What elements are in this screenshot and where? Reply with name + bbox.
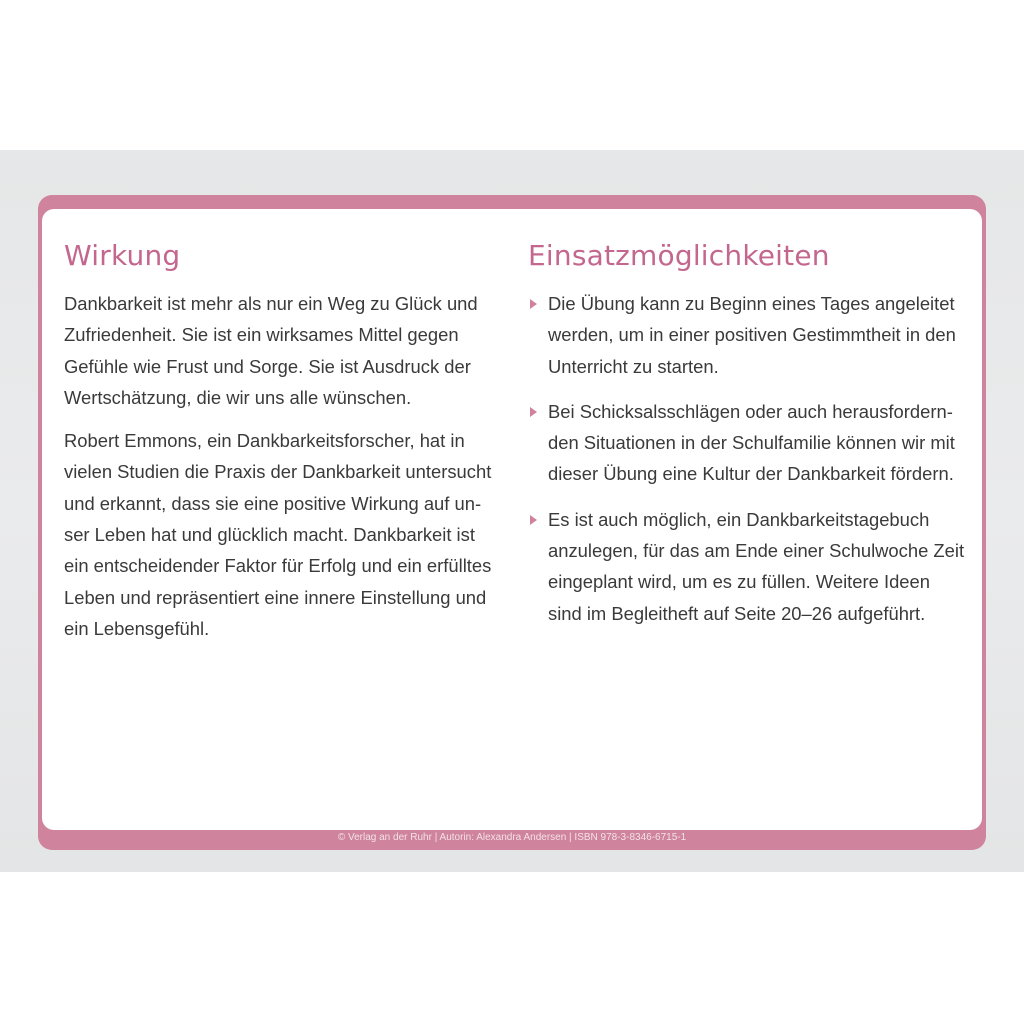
list-item xyxy=(528,504,968,629)
info-card xyxy=(38,195,986,850)
section-heading-einsatz: Einsatzmöglichkeiten xyxy=(528,239,830,272)
column-einsatzmoeglichkeiten xyxy=(528,239,968,643)
list-item-text: Es ist auch möglich, ein Dankbarkeitstagebuch anzulegen, für das am Ende einer Schulwoche Zeit eingeplant wird, um es zu füllen. Weitere Ideen sind im Begleitheft auf Seite 20–26 aufgeführt. xyxy=(548,508,965,624)
triangle-bullet-icon xyxy=(530,299,537,309)
triangle-bullet-icon xyxy=(530,407,537,417)
card-content xyxy=(42,209,982,830)
list-item xyxy=(528,288,968,382)
footer-credits: © Verlag an der Ruhr | Autorin: Alexandra Andersen | ISBN 978-3-8346-6715-1 xyxy=(337,832,687,843)
paragraph: Robert Emmons, ein Dankbarkeitsforscher, hat in vielen Studien die Praxis der Dankbarkeit untersucht und erkannt, dass sie eine positive Wirkung auf un-ser Leben hat und glücklich macht. Dankbarkeit ist ein entscheidender Faktor für Erfolg und ein erfülltes Leben und repräsentiert eine innere Einstellung und ein Lebensgefühl. xyxy=(64,430,492,639)
list-item-text: Die Übung kann zu Beginn eines Tages angeleitet werden, um in einer positiven Gestimmtheit in den Unterricht zu starten. xyxy=(548,293,956,377)
paragraph: Dankbarkeit ist mehr als nur ein Weg zu Glück und Zufriedenheit. Sie ist ein wirksames Mittel gegen Gefühle wie Frust und Sorge. Sie ist Ausdruck der Wertschätzung, die wir uns alle wünschen. xyxy=(64,293,478,408)
section-heading-wirkung: Wirkung xyxy=(64,239,181,272)
triangle-bullet-icon xyxy=(530,515,537,525)
list-item-text: Bei Schicksalsschlägen oder auch herausfordern-den Situationen in der Schulfamilie können wir mit dieser Übung eine Kultur der Dankbarkeit fördern. xyxy=(548,400,955,485)
column-wirkung xyxy=(64,239,504,656)
list-item xyxy=(528,396,968,490)
bullet-list xyxy=(528,288,968,629)
